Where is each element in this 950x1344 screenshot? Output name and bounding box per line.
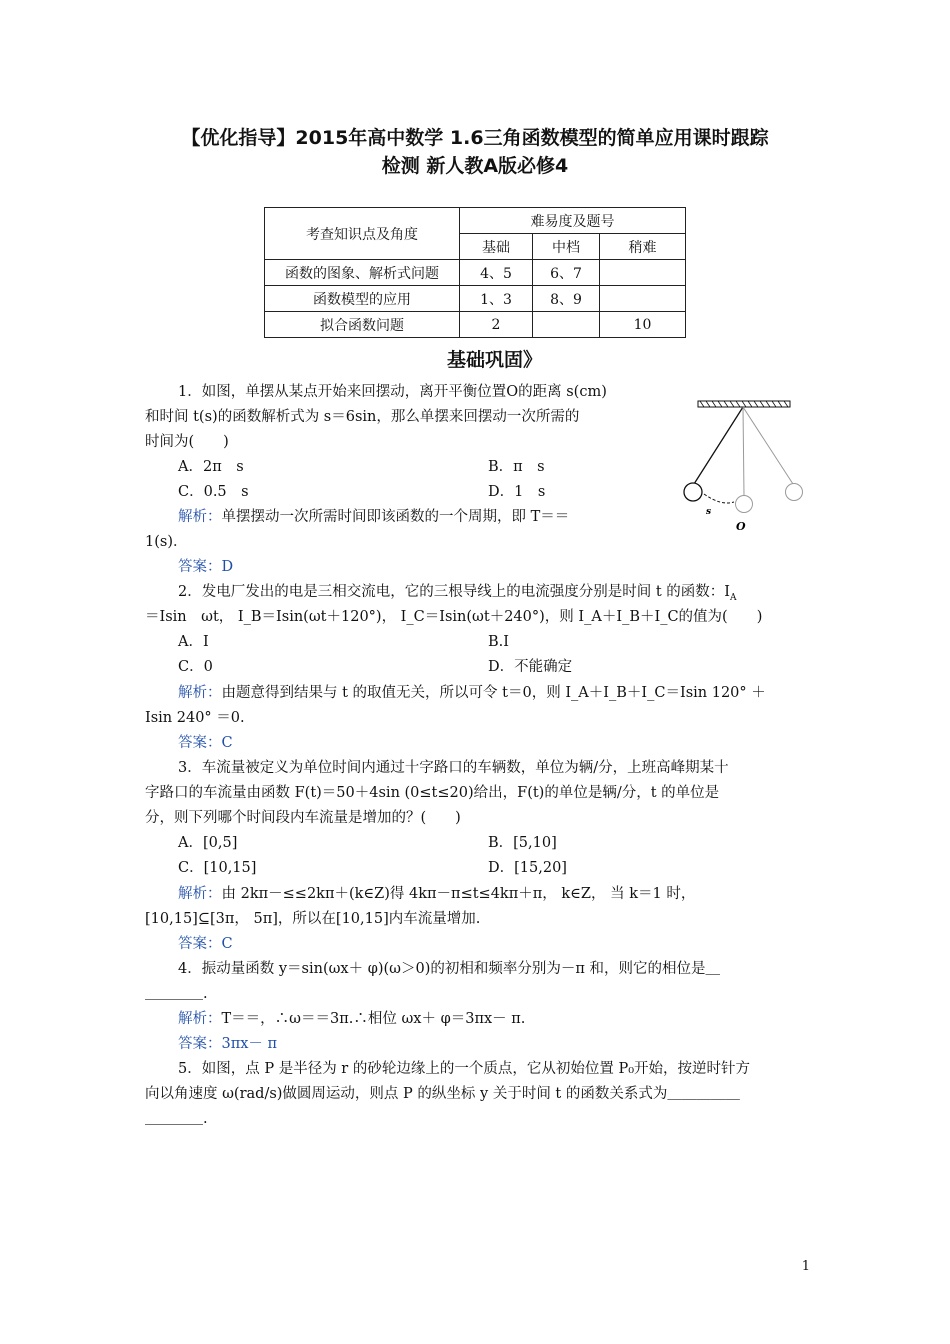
table-header-difficulty: 难易度及题号 [460,208,686,234]
q2-line2: ＝Isin ωt， I_B＝Isin(ωt＋120°)， I_C＝Isin(ωt＋240°)，则 I_A＋I_B＋I_C的值为( ) [145,609,763,625]
q5-line2: 向以角速度 ω(rad/s)做圆周运动，则点 P 的纵坐标 y 关于时间 t 的函数关系式为＿＿＿＿＿ [145,1086,740,1102]
table-row [265,312,686,338]
q1-solution-cont: 1(s)． [145,534,188,550]
q1-line3: 时间为( ) [145,434,229,450]
table-level-basic: 基础 [460,234,533,260]
table-cell: 拟合函数问题 [265,312,460,338]
banner-text: 基础巩固》 [447,349,543,371]
pendulum-figure [676,398,810,536]
solution-label: 解析： [178,1011,222,1027]
solution-label: 解析： [178,886,222,902]
q2-option-b: B.I [488,634,509,650]
q1-option-b: B．π s [488,459,545,475]
figure-label-s: s [706,507,712,517]
page-number: 1 [801,1259,810,1274]
q4-line2: ＿＿＿＿. [145,986,208,1002]
q3-option-c: C．[10,15] [178,860,257,876]
q2-option-d: D．不能确定 [488,659,573,675]
table-cell: 8、9 [533,286,600,312]
solution-label: 解析： [178,509,222,525]
title-line-2: 检测 新人教A版必修4 [381,155,569,177]
q2-option-c: C．0 [178,659,213,675]
table-level-hard: 稍难 [600,234,686,260]
solution-text: 由 2kπ－≤≤2kπ＋(k∈Z)得 4kπ－π≤t≤4kπ＋π， k∈Z， 当 k＝1 时， [221,886,696,902]
table-cell [600,286,686,312]
q2-line1 [178,581,737,609]
q4-line1: 4．振动量函数 y＝sin(ωx＋ φ)(ω＞0)的初相和频率分别为－π 和，则它的相位是＿ [178,961,721,977]
q3-solution-cont: [10,15]⊆[3π， 5π]，所以在[10,15]内车流量增加. [145,911,481,927]
solution-text: T＝＝，∴ω＝＝3π.∴相位 ωx＋ φ＝3πx－ π. [221,1011,526,1027]
q1-option-c: C．0.5 s [178,484,249,500]
title-line-1: 【优化指导】2015年高中数学 1.6三角函数模型的简单应用课时跟踪 [181,127,769,149]
q2-solution-cont: Isin 240° ＝0. [145,710,245,726]
table-cell: 1、3 [460,286,533,312]
q1-line1: 1．如图，单摆从某点开始来回摆动，离开平衡位置O的距离 s(cm) [178,384,607,400]
q3-line3: 分，则下列哪个时间段内车流量是增加的？( ) [145,810,461,826]
q1-option-a: A．2π s [178,459,244,475]
q3-solution [178,883,695,905]
q5-line1: 5．如图，点 P 是半径为 r 的砂轮边缘上的一个质点，它从初始位置 P₀开始，按逆时针方 [178,1061,751,1077]
document-title [100,124,850,180]
q4-solution [178,1008,525,1030]
table-level-mid: 中档 [533,234,600,260]
table-cell [533,312,600,338]
q1-solution [178,506,569,528]
q1-option-d: D．1 s [488,484,546,500]
q2-line1-subscript: A [730,592,737,603]
figure-label-o: O [736,520,746,533]
table-header-topic: 考查知识点及角度 [265,208,460,260]
solution-text: 单摆摆动一次所需时间即该函数的一个周期，即 T＝＝ [221,509,570,525]
table-row [265,260,686,286]
table-cell [600,260,686,286]
table-cell: 4、5 [460,260,533,286]
knowledge-table [264,207,686,338]
q3-option-d: D．[15,20] [488,860,567,876]
table-cell: 函数模型的应用 [265,286,460,312]
q3-option-a: A．[0,5] [178,835,238,851]
section-banner [445,345,577,373]
q2-line1-text: 2．发电厂发出的电是三相交流电，它的三根导线上的电流强度分别是时间 t 的函数：I [178,584,730,600]
table-cell: 10 [600,312,686,338]
q3-option-b: B．[5,10] [488,835,557,851]
table-cell: 2 [460,312,533,338]
q3-answer: 答案：C [178,936,233,952]
q2-answer: 答案：C [178,735,233,751]
q3-line1: 3．车流量被定义为单位时间内通过十字路口的车辆数，单位为辆/分，上班高峰期某十 [178,760,729,776]
table-cell: 函数的图象、解析式问题 [265,260,460,286]
solution-label: 解析： [178,685,222,701]
q4-answer: 答案：3πx－ π [178,1036,278,1052]
q2-solution [178,682,766,704]
q2-option-a: A．I [178,634,209,650]
q1-line2: 和时间 t(s)的函数解析式为 s＝6sin，那么单摆来回摆动一次所需的 [145,409,580,425]
q1-answer: 答案：D [178,559,234,575]
q5-line3: ＿＿＿＿. [145,1111,208,1127]
table-row [265,286,686,312]
q3-line2: 字路口的车流量由函数 F(t)＝50＋4sin (0≤t≤20)给出，F(t)的单位是辆/分，t 的单位是 [145,785,720,801]
table-cell: 6、7 [533,260,600,286]
solution-text: 由题意得到结果与 t 的取值无关，所以可令 t＝0，则 I_A＋I_B＋I_C＝Isin 120° ＋ [221,685,766,701]
